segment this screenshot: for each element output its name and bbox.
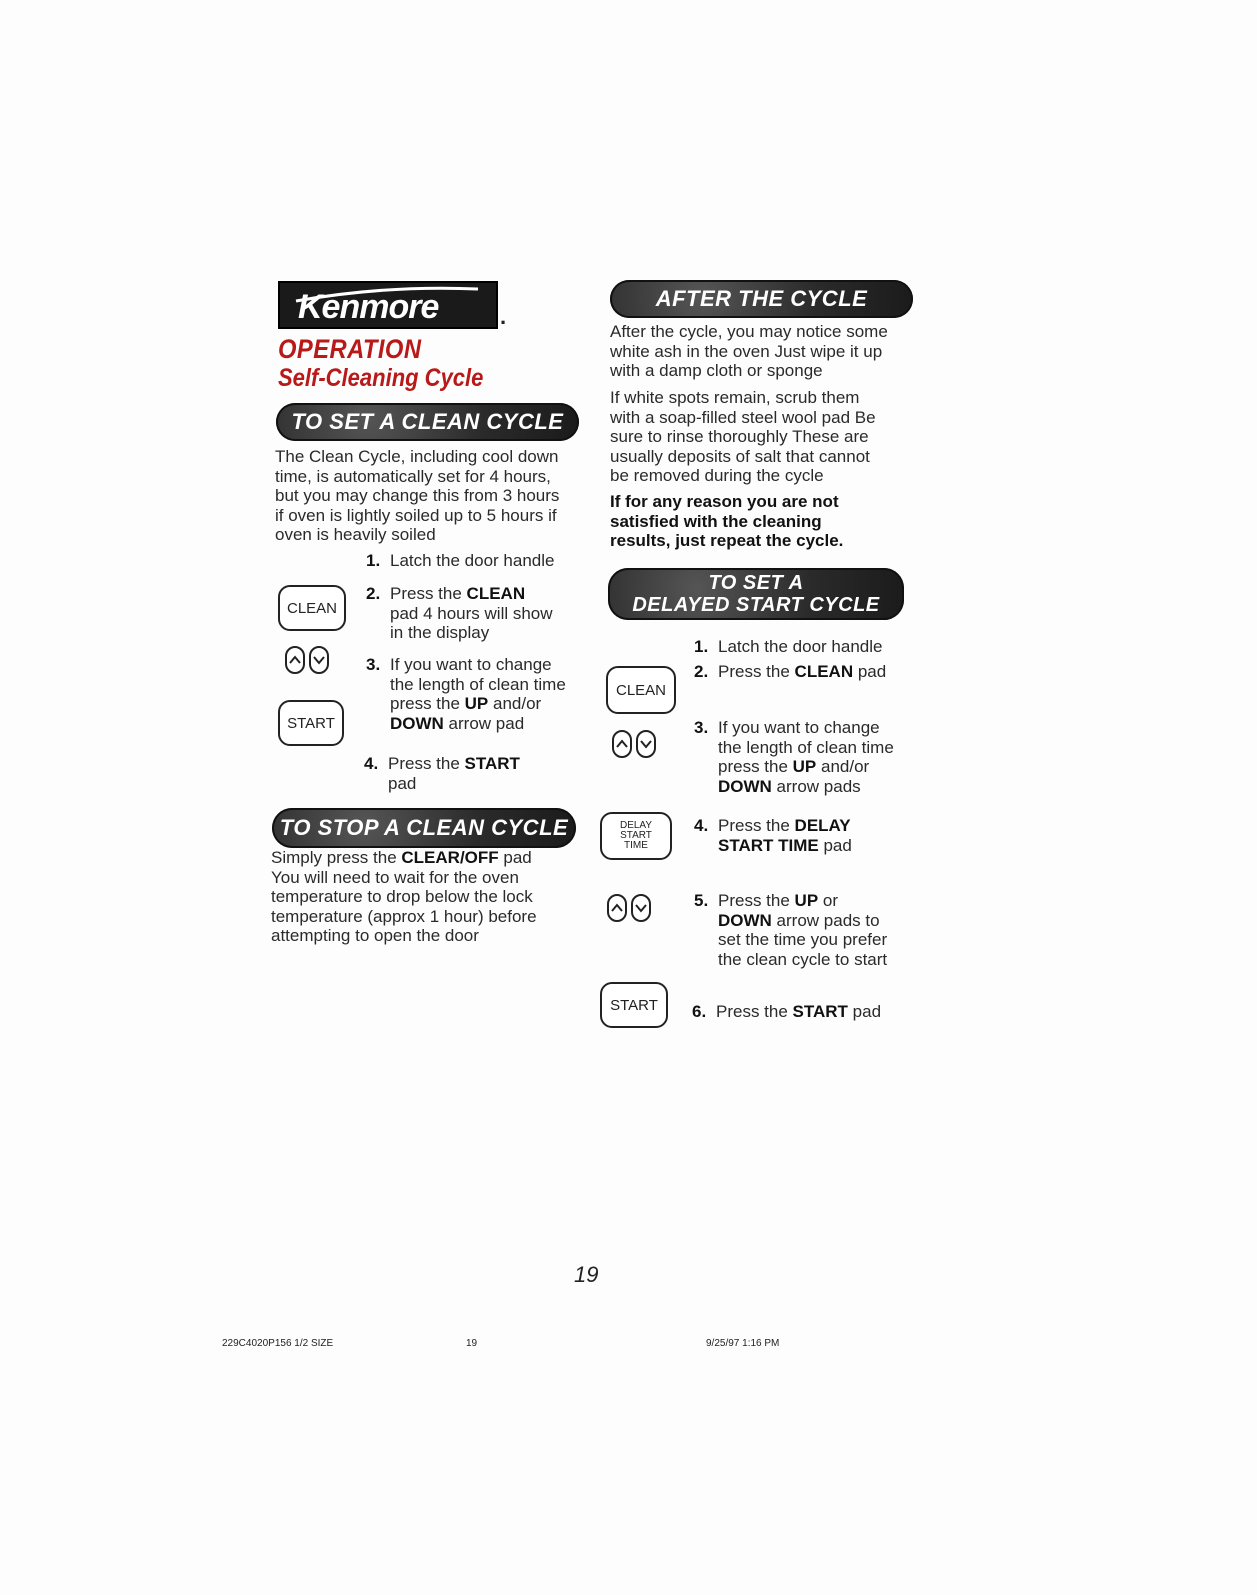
banner-label: AFTER THE CYCLE	[655, 286, 868, 311]
logo-dot: .	[500, 304, 507, 329]
pad-label: CLEAN	[286, 599, 338, 617]
note-line: results, just repeat the cycle.	[610, 531, 844, 550]
step-number: 2.	[366, 584, 381, 603]
step-text: the length of clean time	[390, 674, 566, 694]
step-bold: DOWN	[718, 910, 772, 930]
delayed-step-5	[694, 891, 887, 969]
para-line: sure to rinse thoroughly These are	[610, 427, 869, 446]
para-line: be removed during the cycle	[610, 466, 824, 485]
pad-label: DELAY	[619, 820, 653, 831]
clean-pad-icon	[606, 666, 676, 714]
banner-set-clean-cycle	[276, 403, 579, 441]
step-text: in the display	[390, 623, 490, 642]
para-line: with a soap-filled steel wool pad Be	[610, 407, 876, 427]
up-arrow-icon	[607, 894, 627, 922]
set-clean-intro	[275, 447, 585, 545]
start-pad-icon	[600, 982, 668, 1028]
footer-left: 229C4020P156 1/2 SIZE	[222, 1338, 334, 1349]
step-bold: UP	[794, 891, 819, 910]
delayed-step-3	[694, 718, 894, 796]
step-text: arrow pad	[443, 713, 525, 733]
step-text: pad	[388, 773, 417, 793]
step-number: 6.	[692, 1002, 707, 1021]
step-bold: CLEAN	[466, 584, 526, 603]
footer-center: 19	[466, 1338, 478, 1349]
after-cycle-para1	[610, 322, 920, 381]
intro-line: if oven is lightly soiled up to 5 hours if	[275, 505, 557, 525]
pad-label: TIME	[624, 840, 648, 851]
step-bold: START	[464, 754, 520, 773]
banner-label: TO SET A CLEAN CYCLE	[291, 409, 564, 434]
after-cycle-note	[610, 492, 920, 551]
after-cycle-para2	[610, 388, 920, 486]
step-text: pad	[853, 662, 887, 681]
stop-bold: CLEAR/OFF	[401, 848, 499, 867]
step-number: 1.	[694, 637, 709, 656]
page-number: 19	[574, 1262, 599, 1287]
step-text: and/or	[816, 757, 870, 776]
step-text: If you want to change	[718, 718, 880, 737]
set-step-3	[366, 655, 566, 733]
stop-line: You will need to wait for the oven	[271, 867, 519, 887]
step-text: and/or	[488, 694, 542, 713]
banner-after-cycle	[610, 280, 913, 318]
stop-text: Simply press the	[271, 848, 402, 867]
banner-delayed-start	[608, 568, 904, 620]
up-arrow-icon	[612, 730, 632, 758]
step-text: Press the	[388, 754, 465, 773]
para-line: usually deposits of salt that cannot	[610, 446, 870, 466]
step-bold: CLEAN	[794, 662, 854, 681]
step-bold: DOWN	[390, 713, 444, 733]
step-bold: START	[792, 1002, 848, 1021]
para-line: After the cycle, you may notice some	[610, 322, 888, 341]
para-line: If white spots remain, scrub them	[610, 388, 860, 407]
step-text: set the time you prefer	[718, 930, 888, 949]
stop-clean-text	[271, 848, 581, 946]
note-line: If for any reason you are not	[610, 492, 839, 511]
step-bold: DOWN	[718, 776, 772, 796]
step-text: Press the	[390, 584, 467, 603]
pad-label: START	[610, 996, 658, 1014]
footer-right: 9/25/97 1:16 PM	[706, 1338, 780, 1349]
down-arrow-icon	[309, 646, 329, 674]
kenmore-logo	[278, 281, 498, 329]
step-number: 4.	[694, 816, 709, 835]
intro-line: The Clean Cycle, including cool down	[275, 447, 559, 466]
para-line: white ash in the oven Just wipe it up	[610, 341, 883, 361]
step-text: the clean cycle to start	[718, 949, 888, 969]
step-text: or	[818, 891, 839, 910]
step-text: arrow pads	[771, 776, 861, 796]
step-text: Press the	[716, 1002, 793, 1021]
para-line: with a damp cloth or sponge	[610, 361, 823, 380]
delayed-step-1	[694, 637, 882, 657]
banner-line: TO SET A	[708, 572, 804, 594]
step-text: Press the	[718, 891, 795, 910]
step-text: pad	[847, 1002, 882, 1021]
step-number: 3.	[366, 655, 381, 674]
step-text: If you want to change	[390, 655, 552, 674]
banner-label: TO STOP A CLEAN CYCLE	[279, 815, 569, 840]
step-text: press the	[390, 694, 465, 713]
step-number: 1.	[366, 551, 381, 570]
step-text: Press the	[718, 816, 795, 835]
banner-line: DELAYED START CYCLE	[632, 594, 880, 616]
step-text: Latch the door handle	[718, 637, 883, 656]
pad-label: START	[620, 830, 652, 841]
step-text: arrow pads to	[771, 910, 880, 930]
step-bold: START TIME	[718, 835, 819, 855]
stop-line: attempting to open the door	[271, 926, 479, 945]
note-line: satisfied with the cleaning	[610, 511, 822, 531]
brand-name: Kenmore	[298, 288, 439, 326]
stop-line: temperature (approx 1 hour) before	[271, 906, 537, 926]
up-arrow-icon	[285, 646, 305, 674]
step-number: 5.	[694, 891, 709, 910]
down-arrow-icon	[636, 730, 656, 758]
delay-start-time-pad-icon	[600, 812, 672, 860]
delayed-step-6	[692, 1002, 881, 1022]
delayed-step-2	[694, 662, 886, 682]
step-number: 2.	[694, 662, 709, 681]
section-title: OPERATION	[278, 334, 422, 364]
pad-label: START	[287, 714, 335, 732]
intro-line: time, is automatically set for 4 hours,	[275, 466, 551, 486]
step-text: the length of clean time	[718, 737, 894, 757]
delayed-step-4	[694, 816, 852, 855]
step-bold: UP	[792, 757, 817, 776]
set-step-1	[366, 551, 554, 571]
step-number: 3.	[694, 718, 709, 737]
stop-text: pad	[498, 848, 532, 867]
step-text: Press the	[718, 662, 795, 681]
start-pad-icon	[278, 700, 344, 746]
intro-line: but you may change this from 3 hours	[275, 486, 560, 505]
section-subtitle: Self-Cleaning Cycle	[278, 364, 484, 392]
down-arrow-icon	[631, 894, 651, 922]
set-step-2	[366, 584, 553, 643]
step-text: pad	[818, 835, 852, 855]
step-bold: DELAY	[794, 816, 851, 835]
step-text: pad 4 hours will show	[390, 603, 553, 623]
stop-line: temperature to drop below the lock	[271, 887, 533, 906]
banner-stop-clean-cycle	[272, 808, 576, 848]
intro-line: oven is heavily soiled	[275, 525, 436, 544]
set-step-4	[364, 754, 520, 793]
clean-pad-icon	[278, 585, 346, 631]
pad-label: CLEAN	[615, 681, 667, 699]
step-text: press the	[718, 757, 793, 776]
step-bold: UP	[464, 694, 489, 713]
step-text: Latch the door handle	[390, 551, 555, 570]
step-number: 4.	[364, 754, 379, 773]
